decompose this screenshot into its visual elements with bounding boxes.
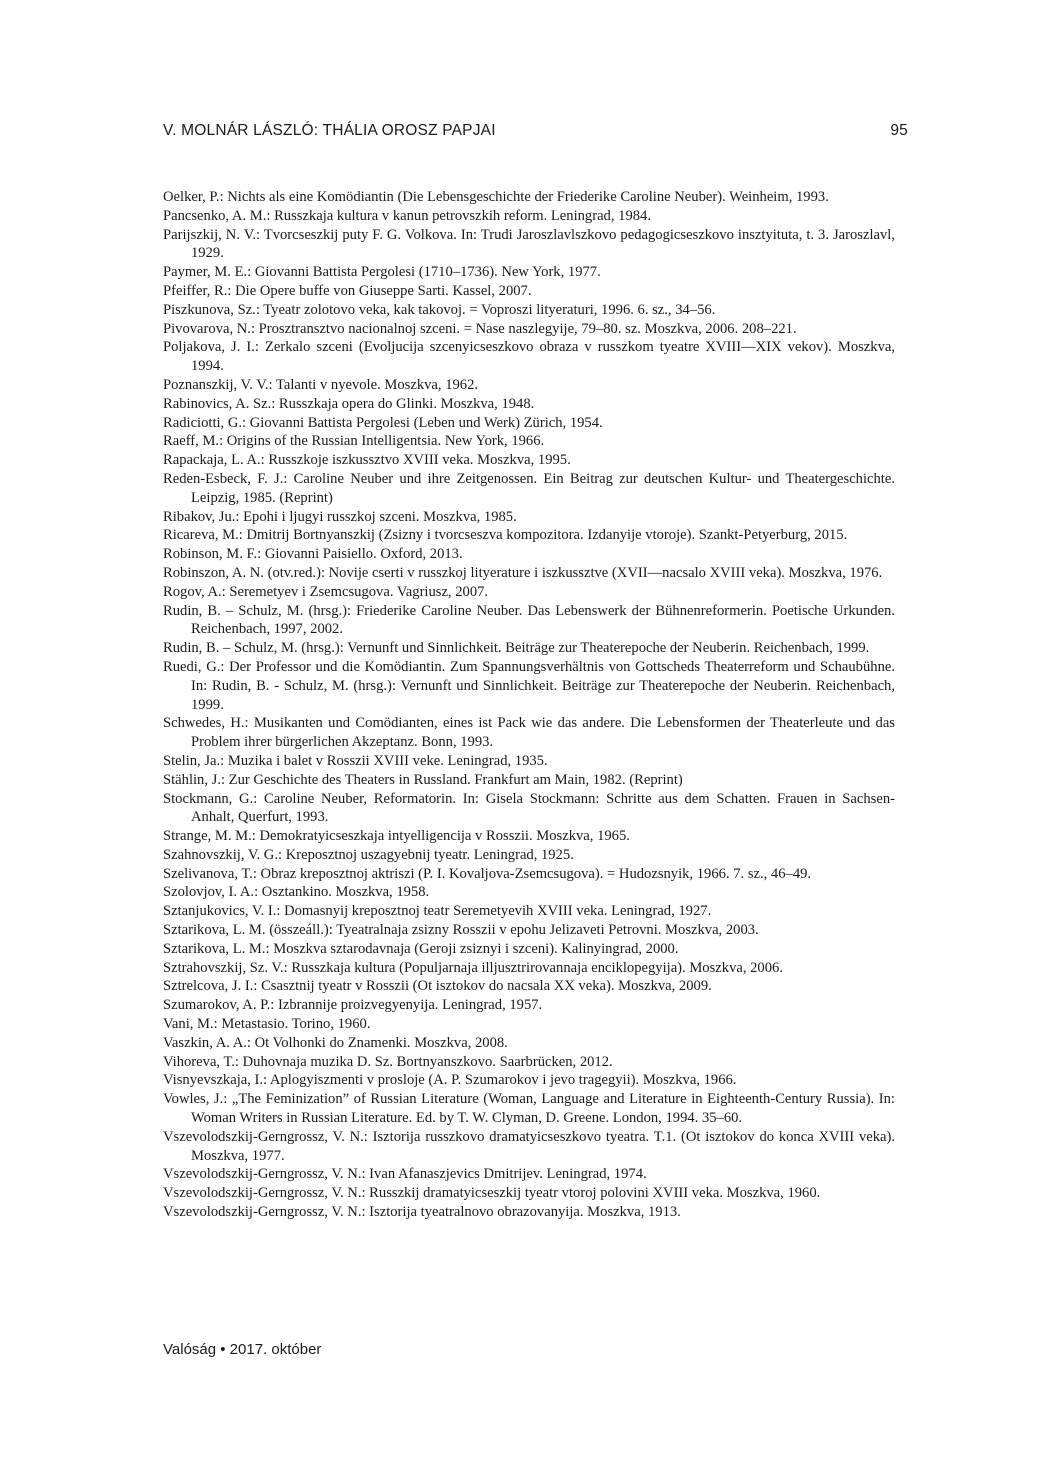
- bibliography-entry: Sztrelcova, J. I.: Csasztnij tyeatr v Rosszii (Ot isztokov do nacsala XX veka). Moszkva, 2009.: [163, 978, 712, 995]
- bibliography-entry: Szelivanova, T.: Obraz kreposztnoj aktriszi (P. I. Kovaljova-Zsemcsugova). = Hudozsnyik, 1966. 7. sz., 46–49.: [163, 865, 812, 882]
- bibliography-entry: Rogov, A.: Seremetyev i Zsemcsugova. Vagriusz, 2007.: [163, 583, 489, 600]
- bibliography-entry: Vszevolodszkij-Gerngrossz, V. N.: Isztorija tyeatralnovo obrazovanyija. Moszkva, 1913.: [163, 1204, 681, 1221]
- bibliography-entry: Oelker, P.: Nichts als eine Komödiantin (Die Lebensgeschichte der Friederike Caroline Neuber). Weinheim, 1993.: [163, 189, 829, 205]
- bibliography-entry: Parijszkij, N. V.: Tvorcseszkij puty F. G. Volkova. In: Trudi Jaroszlavlszkovo pedagogicseszkovo insztyituta, t. 3. Jaroszlavl, 1929.: [163, 226, 895, 262]
- running-title: V. MOLNÁR LÁSZLÓ: THÁLIA OROSZ PAPJAI: [163, 122, 496, 139]
- bibliography-entry: Vani, M.: Metastasio. Torino, 1960.: [163, 1016, 371, 1033]
- bibliography-entry: Vszevolodszkij-Gerngrossz, V. N.: Russzkij dramatyicseszkij tyeatr vtoroj polovini XVIII veka. Moszkva, 1960.: [163, 1185, 821, 1202]
- page-number: 95: [890, 122, 908, 139]
- bibliography-entry: Rabinovics, A. Sz.: Russzkaja opera do Glinki. Moszkva, 1948.: [163, 395, 535, 412]
- bibliography-entry: Vihoreva, T.: Duhovnaja muzika D. Sz. Bortnyanszkovo. Saarbrücken, 2012.: [163, 1053, 613, 1070]
- bibliography-entry: Piszkunova, Sz.: Tyeatr zolotovo veka, kak takovoj. = Voproszi lityeraturi, 1996. 6. sz., 34–56.: [163, 301, 716, 318]
- bibliography-entry: Pivovarova, N.: Prosztransztvo nacionalnoj szceni. = Nase naszlegyije, 79–80. sz. Moszkva, 2006. 208–221.: [163, 320, 797, 337]
- bibliography-entry: Robinszon, A. N. (otv.red.): Novije cserti v russzkoj lityerature i iszkussztve (XVII—nacsalo XVIII veka). Moszkva, 1976.: [163, 564, 883, 581]
- bibliography-entry: Stockmann, G.: Caroline Neuber, Reformatorin. In: Gisela Stockmann: Schritte aus dem Schatten. Frauen in Sachsen-Anhalt, Querfurt, 1993.: [163, 790, 895, 826]
- bibliography-entry: Szahnovszkij, V. G.: Kreposztnoj uszagyebnij tyeatr. Leningrad, 1925.: [163, 846, 574, 863]
- bibliography-entry: Szolovjov, I. A.: Osztankino. Moszkva, 1958.: [163, 884, 430, 901]
- bibliography-entry: Sztrahovszkij, Sz. V.: Russzkaja kultura (Populjarnaja illjusztrirovannaja enciklopegyija). Moszkva, 2006.: [163, 959, 783, 976]
- bibliography-entry: Vowles, J.: „The Feminization” of Russian Literature (Woman, Language and Literature in Eighteenth-Century Russia). In: Woman Writers in Russian Literature. Ed. by T. W. Clyman, D. Greene. London, 1994. 35–60.: [163, 1091, 895, 1127]
- bibliography-entry: Reden-Esbeck, F. J.: Caroline Neuber und ihre Zeitgenossen. Ein Beitrag zur deutschen Kultur- und Theatergeschichte. Leipzig, 1985. (Reprint): [163, 470, 895, 506]
- bibliography-entry: Rudin, B. – Schulz, M. (hrsg.): Friederike Caroline Neuber. Das Lebenswerk der Bühnenreformerin. Poetische Urkunden. Reichenbach, 1997, 2002.: [163, 602, 895, 638]
- bibliography-entry: Pancsenko, A. M.: Russzkaja kultura v kanun petrovszkih reform. Leningrad, 1984.: [163, 207, 651, 224]
- bibliography-entry: Vszevolodszkij-Gerngrossz, V. N.: Isztorija russzkovo dramatyicseszkovo tyeatra. T.1. (Ot isztokov do konca XVIII veka). Moszkva, 1977.: [163, 1128, 895, 1164]
- bibliography-entry: Sztarikova, L. M.: Moszkva sztarodavnaja (Geroji zsiznyi i szceni). Kalinyingrad, 2000.: [163, 940, 679, 957]
- bibliography-entry: Visnyevszkaja, I.: Aplogyiszmenti v prosloje (A. P. Szumarokov i jevo tragegyii). Moszkva, 1966.: [163, 1072, 737, 1089]
- bibliography-entry: Robinson, M. F.: Giovanni Paisiello. Oxford, 2013.: [163, 546, 463, 563]
- bibliography-entry: Schwedes, H.: Musikanten und Comödianten, eines ist Pack wie das andere. Die Lebensformen der Theaterleute und das Problem ihrer bürgerlichen Akzeptanz. Bonn, 1993.: [163, 715, 895, 751]
- bibliography-entry: Vaszkin, A. A.: Ot Volhonki do Znamenki. Moszkva, 2008.: [163, 1034, 508, 1051]
- bibliography-entry: Szumarokov, A. P.: Izbrannije proizvegyenyija. Leningrad, 1957.: [163, 997, 543, 1014]
- bibliography-entry: Poznanszkij, V. V.: Talanti v nyevole. Moszkva, 1962.: [163, 376, 479, 393]
- bibliography-entry: Raeff, M.: Origins of the Russian Intelligentsia. New York, 1966.: [163, 433, 545, 450]
- bibliography-entry: Strange, M. M.: Demokratyicseszkaja intyelligencija v Rosszii. Moszkva, 1965.: [163, 828, 630, 845]
- bibliography-list: [163, 188, 895, 1222]
- bibliography-entry: Stelin, Ja.: Muzika i balet v Rosszii XVIII veke. Leningrad, 1935.: [163, 752, 548, 769]
- bibliography-entry: Ricareva, M.: Dmitrij Bortnyanszkij (Zsizny i tvorcseszva kompozitora. Izdanyije vtoroje). Szankt-Petyerburg, 2015.: [163, 527, 848, 544]
- bibliography-entry: Ribakov, Ju.: Epohi i ljugyi russzkoj szceni. Moszkva, 1985.: [163, 508, 517, 525]
- bibliography-entry: Paymer, M. E.: Giovanni Battista Pergolesi (1710–1736). New York, 1977.: [163, 264, 601, 281]
- page-footer: Valóság • 2017. október: [163, 1341, 322, 1358]
- page-header: [163, 122, 908, 140]
- bibliography-entry: Sztanjukovics, V. I.: Domasnyij kreposztnoj teatr Seremetyevih XVIII veka. Leningrad, 1927.: [163, 903, 712, 920]
- bibliography-entry: Radiciotti, G.: Giovanni Battista Pergolesi (Leben und Werk) Zürich, 1954.: [163, 414, 603, 431]
- bibliography-entry: Stählin, J.: Zur Geschichte des Theaters in Russland. Frankfurt am Main, 1982. (Reprint): [163, 771, 683, 788]
- bibliography-entry: Rapackaja, L. A.: Russzkoje iszkussztvo XVIII veka. Moszkva, 1995.: [163, 452, 571, 469]
- bibliography-entry: Rudin, B. – Schulz, M. (hrsg.): Vernunft und Sinnlichkeit. Beiträge zur Theaterepoche der Neuberin. Reichenbach, 1999.: [163, 640, 870, 657]
- bibliography-entry: Vszevolodszkij-Gerngrossz, V. N.: Ivan Afanaszjevics Dmitrijev. Leningrad, 1974.: [163, 1166, 647, 1183]
- bibliography-entry: Pfeiffer, R.: Die Opere buffe von Giuseppe Sarti. Kassel, 2007.: [163, 282, 532, 299]
- bibliography-entry: Poljakova, J. I.: Zerkalo szceni (Evoljucija szcenyicseszkovo obraza v russzkom tyeatre XVIII—XIX vekov). Moszkva, 1994.: [163, 339, 895, 375]
- bibliography-entry: Sztarikova, L. M. (összeáll.): Tyeatralnaja zsizny Rosszii v epohu Jelizaveti Petrovni. Moszkva, 2003.: [163, 922, 759, 939]
- bibliography-entry: Ruedi, G.: Der Professor und die Komödiantin. Zum Spannungsverhältnis von Gottscheds Theaterreform und Schaubühne. In: Rudin, B. - Schulz, M. (hrsg.): Vernunft und Sinnlichkeit. Beiträge zur Theaterepoche der Neuberin. Reichenbach, 1999.: [163, 658, 895, 713]
